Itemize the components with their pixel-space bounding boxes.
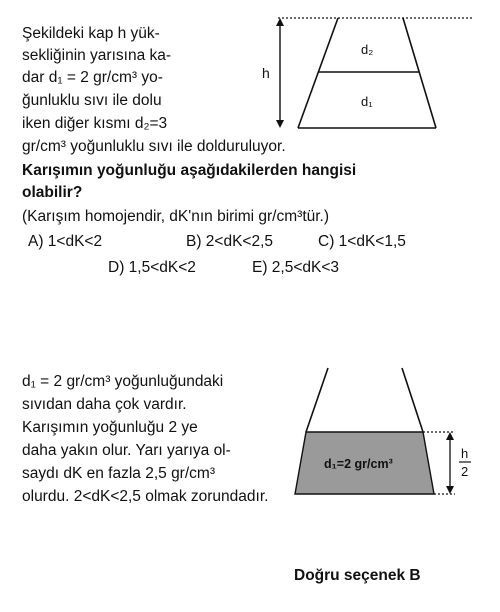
stem-line-1: Şekildeki kap h yük- <box>22 25 160 42</box>
vessel-right-wall <box>402 368 423 432</box>
stem-line-5: iken diğer kısmı d₂=3 <box>22 115 168 132</box>
height-arrow-top <box>276 18 284 26</box>
prompt-line-1: Karışımın yoğunluğu aşağıdakilerden hangisi <box>22 162 357 179</box>
solution-line-5: saydı dK en fazla 2,5 gr/cm³ <box>22 465 215 482</box>
vessel-left-wall <box>298 18 338 128</box>
solution-line-2: sıvıdan daha çok vardır. <box>22 396 187 413</box>
height-label: h <box>262 65 270 81</box>
height-arrow-bottom <box>276 120 284 128</box>
stem-line-4: ğunluklu sıvı ile dolu <box>22 92 162 109</box>
half-height-arrow-top <box>446 432 454 440</box>
option-d: D) 1,5<dK<2 <box>108 259 196 276</box>
stem-line-3: dar d₁ = 2 gr/cm³ yo- <box>22 69 163 86</box>
option-c: C) 1<dK<1,5 <box>318 233 406 250</box>
half-height-arrow-bottom <box>446 486 454 494</box>
upper-liquid-label: d₂ <box>361 42 374 57</box>
question-container-figure <box>258 8 488 148</box>
lower-liquid-label: d₁ <box>361 94 373 109</box>
solution-line-1: d₁ = 2 gr/cm³ yoğunluğundaki <box>22 373 224 390</box>
option-a: A) 1<dK<2 <box>28 233 103 250</box>
stem-line-6: gr/cm³ yoğunluklu sıvı ile dolduruluyor. <box>22 138 286 155</box>
liquid-label: d₁=2 gr/cm³ <box>324 457 393 471</box>
vessel-left-wall <box>306 368 328 432</box>
solution-line-4: daha yakın olur. Yarı yarıya ol- <box>22 442 231 459</box>
stem-line-2: sekliğinin yarısına ka- <box>22 47 172 64</box>
correct-answer: Doğru seçenek B <box>294 567 421 584</box>
half-label-num: h <box>461 446 469 461</box>
solution-line-6: olurdu. 2<dK<2,5 olmak zorundadır. <box>22 488 269 505</box>
vessel-right-wall <box>403 18 436 128</box>
solution-container-figure <box>290 362 480 522</box>
half-label-den: 2 <box>461 464 469 479</box>
question-note: (Karışım homojendir, dK'nın birimi gr/cm³tür.) <box>22 208 330 225</box>
option-b: B) 2<dK<2,5 <box>186 233 274 250</box>
solution-line-3: Karışımın yoğunluğu 2 ye <box>22 419 198 436</box>
option-e: E) 2,5<dK<3 <box>252 259 340 276</box>
prompt-line-2: olabilir? <box>22 184 83 201</box>
